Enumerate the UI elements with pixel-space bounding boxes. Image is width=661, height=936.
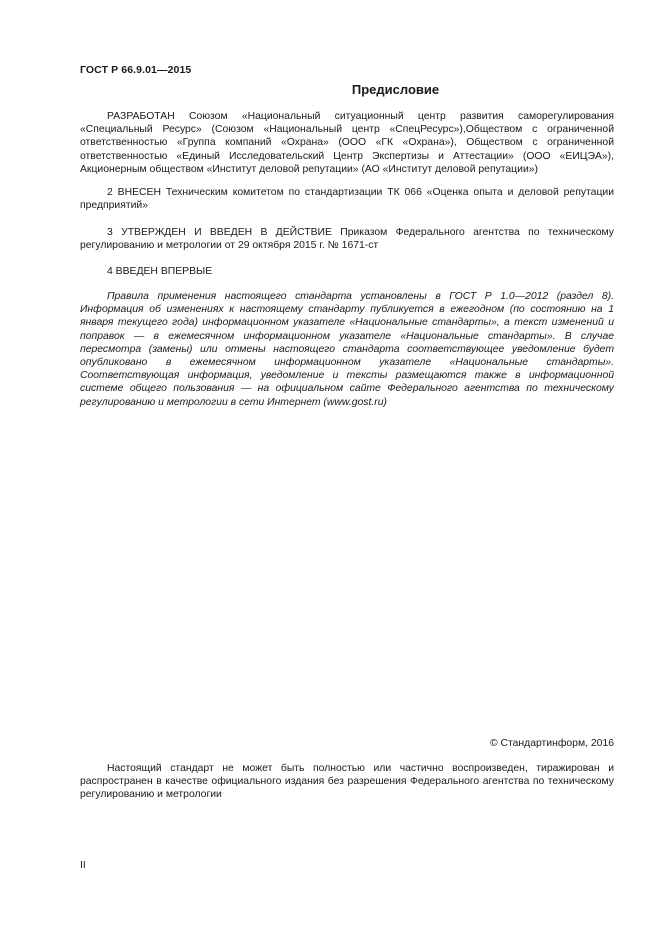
paragraph-text: 4 ВВЕДЕН ВПЕРВЫЕ — [107, 266, 213, 277]
paragraph-reproduction-notice — [80, 762, 614, 802]
paragraph-first-introduced — [80, 265, 614, 278]
paragraph-introduced-by — [80, 186, 614, 212]
standard-code: ГОСТ Р 66.9.01—2015 — [80, 64, 192, 76]
paragraph-application-rules — [80, 290, 614, 409]
copyright-notice: © Стандартинформ, 2016 — [489, 738, 614, 749]
paragraph-approved — [80, 226, 614, 252]
paragraph-text: Настоящий стандарт не может быть полностью или частично воспроизведен, тиражирован и распространен в качестве официального издания без разрешения Федерального агентства по техническому регулированию и метрологии — [80, 763, 614, 801]
paragraph-text: РАЗРАБОТАН Союзом «Национальный ситуационный центр развития саморегулирования «Специальный Ресурс» (Союзом «Национальный центр «СпецРесурс»),Обществом с ограниченной ответственностью «Группа компаний «Охрана» (ООО «ГК «Охрана»), Обществом с ограниченной ответственностью «Единый Исследовательский Центр Экспертизы и Аттестации» (ООО «ЕИЦЭА»), Акционерным обществом «Институт деловой репутации» (АО «Институт деловой репутации») — [80, 111, 614, 175]
paragraph-text: Правила применения настоящего стандарта установлены в ГОСТ Р 1.0—2012 (раздел 8). Информация об изменениях к настоящему стандарту публикуется в ежегодном (по состоянию на 1 января текущего года) информационном указателе «Национальные стандарты», а текст изменений и поправок — в ежемесячном информационном указателе «Национальные стандарты». В случае пересмотра (замены) или отмены настоящего стандарта соответствующее уведомление будет опубликовано в ежемесячном информационном указателе «Национальные стандарты». Соответствующая информация, уведомление и тексты размещаются также в информационной системе общего пользования — на официальном сайте Федерального агентства по техническому регулированию и метрологии в сети Интернет (www.gost.ru) — [80, 291, 614, 408]
page-number: II — [80, 860, 86, 871]
paragraph-text: 3 УТВЕРЖДЕН И ВВЕДЕН В ДЕЙСТВИЕ Приказом Федерального агентства по техническому регулированию и метрологии от 29 октября 2015 г. № 1671-ст — [80, 227, 614, 252]
paragraph-text: 2 ВНЕСЕН Техническим комитетом по стандартизации ТК 066 «Оценка опыта и деловой репутации предприятий» — [80, 187, 614, 212]
page-title: Предисловие — [351, 82, 440, 97]
paragraph-developed-by — [80, 110, 614, 176]
